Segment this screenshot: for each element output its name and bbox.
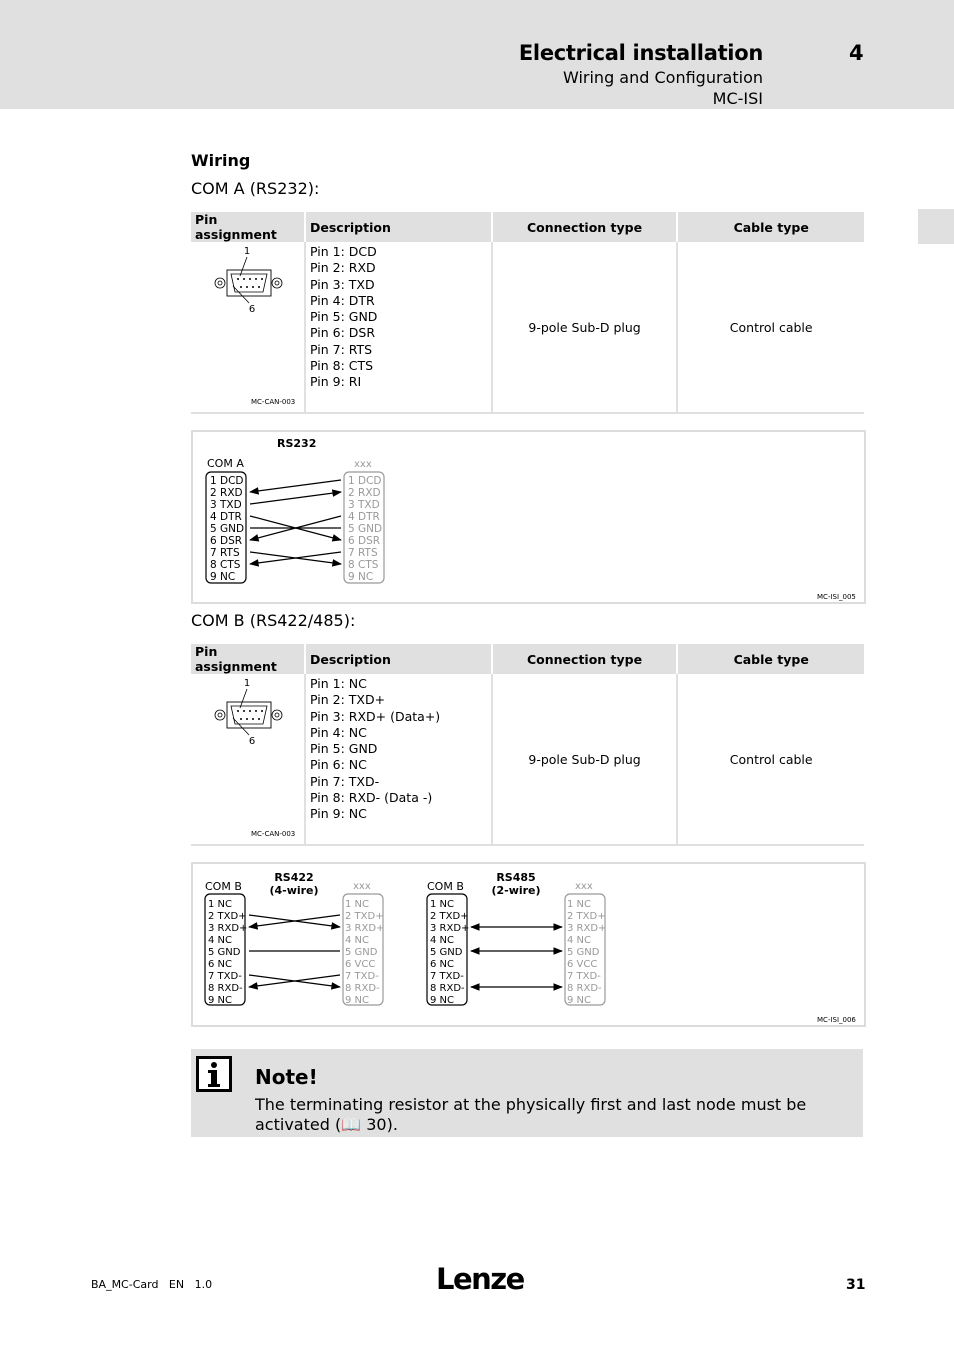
right-pin-label: 5 GND bbox=[348, 523, 383, 535]
note-title: Note! bbox=[255, 1065, 318, 1089]
note-box bbox=[191, 1049, 863, 1137]
pin-line: Pin 2: TXD+ bbox=[310, 692, 386, 708]
left-pin-label: 8 CTS bbox=[210, 559, 241, 571]
pin-line: Pin 4: DTR bbox=[310, 292, 375, 308]
pin-line: Pin 3: RXD+ (Data+) bbox=[310, 708, 441, 724]
pin-description-cell bbox=[305, 242, 492, 413]
pin-label-bottom: 6 bbox=[248, 736, 256, 747]
pin-line: Pin 7: RTS bbox=[310, 341, 373, 357]
pin-line: Pin 4: NC bbox=[310, 724, 367, 740]
left-pin-label: 8 RXD- bbox=[208, 983, 243, 994]
left-pin-label: 2 TXD+ bbox=[208, 911, 247, 922]
pin-line: Pin 9: RI bbox=[310, 374, 362, 390]
left-pin-label: 3 RXD+ bbox=[430, 923, 470, 934]
pin-line: Pin 1: NC bbox=[310, 676, 367, 691]
right-pin-label: 1 DCD bbox=[348, 475, 382, 487]
right-pin-label: 6 VCC bbox=[567, 959, 598, 970]
right-pin-label: 1 NC bbox=[345, 899, 370, 910]
right-pin-label: 4 NC bbox=[567, 935, 592, 946]
col-description: Description bbox=[305, 212, 492, 242]
left-pin-label: 5 GND bbox=[210, 523, 245, 535]
info-icon bbox=[196, 1056, 236, 1096]
table-header-row bbox=[191, 644, 864, 674]
rs485-subtitle: (2-wire) bbox=[491, 884, 541, 897]
left-pin-label: 4 NC bbox=[430, 935, 455, 946]
right-pin-label: 9 NC bbox=[567, 995, 592, 1006]
left-pin-label: 9 NC bbox=[210, 571, 236, 583]
table-row bbox=[191, 674, 864, 845]
chapter-subtitle: Wiring and Configuration bbox=[562, 68, 763, 87]
right-pin-label: 7 RTS bbox=[348, 547, 378, 559]
right-connector-label: xxx bbox=[353, 881, 371, 892]
left-pin-label: 5 GND bbox=[208, 947, 241, 958]
pin-line: Pin 9: NC bbox=[310, 806, 367, 822]
right-pin-label: 3 RXD+ bbox=[345, 923, 385, 934]
right-pin-label: 8 RXD- bbox=[567, 983, 602, 994]
pin-label-bottom: 6 bbox=[248, 304, 256, 315]
pin-line: Pin 8: RXD- (Data -) bbox=[310, 790, 433, 806]
left-pin-label: 1 NC bbox=[430, 899, 455, 910]
chapter-side-tab bbox=[918, 209, 954, 244]
right-pin-label: 6 VCC bbox=[345, 959, 376, 970]
figure-code: MC-ISI_005 bbox=[817, 593, 856, 601]
pin-label-top: 1 bbox=[243, 678, 251, 689]
connection-type-cell: 9-pole Sub-D plug bbox=[492, 242, 678, 413]
right-connector-label: xxx bbox=[354, 459, 372, 470]
pin-line: Pin 2: RXD bbox=[310, 260, 376, 276]
col-pin-assignment: Pin assignment bbox=[191, 212, 305, 242]
left-pin-label: 5 GND bbox=[430, 947, 463, 958]
left-pin-label: 4 DTR bbox=[210, 511, 242, 523]
right-pin-label: 6 DSR bbox=[348, 535, 381, 547]
left-pin-label: 6 DSR bbox=[210, 535, 243, 547]
right-pin-label: 5 GND bbox=[567, 947, 600, 958]
com-b-table bbox=[191, 644, 864, 846]
figure-code: MC-CAN-003 bbox=[251, 398, 296, 406]
com-a-title: COM A (RS232): bbox=[191, 179, 320, 198]
rs485-title: RS485 bbox=[496, 871, 536, 884]
col-pin-assignment: Pin assignment bbox=[191, 644, 305, 674]
right-connector-label: xxx bbox=[575, 881, 593, 892]
col-description: Description bbox=[305, 644, 492, 674]
pin-image-cell bbox=[191, 242, 305, 413]
table-row bbox=[191, 242, 864, 413]
pin-line: Pin 6: NC bbox=[310, 757, 367, 773]
chapter-title: Electrical installation bbox=[518, 41, 763, 65]
right-pin-label: 2 RXD bbox=[348, 487, 381, 499]
wire-line bbox=[250, 480, 341, 492]
pin-line: Pin 3: TXD bbox=[310, 276, 375, 292]
left-connector-label: COM B bbox=[427, 880, 464, 893]
pin-line: Pin 6: DSR bbox=[310, 325, 376, 341]
col-connection-type: Connection type bbox=[492, 212, 678, 242]
col-connection-type: Connection type bbox=[492, 644, 678, 674]
right-pin-label: 8 CTS bbox=[348, 559, 379, 571]
com-a-table bbox=[191, 212, 864, 414]
lenze-logo: Lenze bbox=[436, 1262, 524, 1296]
book-icon: 📖 bbox=[341, 1115, 362, 1134]
pin-line: Pin 5: GND bbox=[310, 309, 378, 325]
right-pin-label: 5 GND bbox=[345, 947, 378, 958]
left-pin-label: 3 RXD+ bbox=[208, 923, 248, 934]
chapter-number: 4 bbox=[849, 41, 864, 65]
right-pin-label: 9 NC bbox=[345, 995, 370, 1006]
rs232-wiring-diagram bbox=[191, 430, 866, 604]
col-cable-type: Cable type bbox=[677, 644, 864, 674]
left-pin-label: 6 NC bbox=[430, 959, 455, 970]
note-text bbox=[255, 1095, 855, 1135]
col-cable-type: Cable type bbox=[677, 212, 864, 242]
subd-connector-icon bbox=[191, 674, 304, 844]
right-pin-label: 2 TXD+ bbox=[567, 911, 606, 922]
right-pin-label: 7 TXD- bbox=[567, 971, 601, 982]
pin-line: Pin 7: TXD- bbox=[310, 773, 380, 789]
right-pin-label: 2 TXD+ bbox=[345, 911, 384, 922]
table-header-row bbox=[191, 212, 864, 242]
left-pin-label: 9 NC bbox=[208, 995, 233, 1006]
left-pin-label: 6 NC bbox=[208, 959, 233, 970]
section-name: MC-ISI bbox=[712, 89, 763, 108]
left-pin-label: 1 NC bbox=[208, 899, 233, 910]
pin-image-cell bbox=[191, 674, 305, 845]
left-connector-label: COM B bbox=[205, 880, 242, 893]
left-pin-label: 2 RXD bbox=[210, 487, 243, 499]
document-id: BA_MC-Card EN 1.0 bbox=[91, 1278, 213, 1291]
left-pin-label: 9 NC bbox=[430, 995, 455, 1006]
connection-type-cell: 9-pole Sub-D plug bbox=[492, 674, 678, 845]
left-connector-label: COM A bbox=[207, 457, 244, 470]
right-pin-label: 8 RXD- bbox=[345, 983, 380, 994]
note-body: The terminating resistor at the physically first and last node must be activated ( bbox=[255, 1095, 807, 1134]
rs422-title: RS422 bbox=[274, 871, 314, 884]
com-b-title: COM B (RS422/485): bbox=[191, 611, 356, 630]
right-pin-label: 7 TXD- bbox=[345, 971, 379, 982]
left-pin-label: 7 RTS bbox=[210, 547, 240, 559]
wire-line bbox=[250, 492, 341, 504]
right-pin-label: 3 RXD+ bbox=[567, 923, 607, 934]
left-pin-label: 2 TXD+ bbox=[430, 911, 469, 922]
pin-line: Pin 5: GND bbox=[310, 741, 378, 757]
left-pin-label: 8 RXD- bbox=[430, 983, 465, 994]
section-title: Wiring bbox=[191, 151, 251, 170]
rs422-rs485-wiring-diagram bbox=[191, 862, 866, 1027]
left-pin-label: 1 DCD bbox=[210, 475, 244, 487]
left-pin-label: 7 TXD- bbox=[430, 971, 464, 982]
left-pin-label: 7 TXD- bbox=[208, 971, 242, 982]
right-pin-label: 1 NC bbox=[567, 899, 592, 910]
pin-description-cell bbox=[305, 674, 492, 845]
subd-connector-icon bbox=[191, 242, 304, 412]
note-page-ref: 30). bbox=[361, 1115, 398, 1134]
rs422-subtitle: (4-wire) bbox=[269, 884, 319, 897]
pin-line: Pin 1: DCD bbox=[310, 244, 377, 259]
page-number: 31 bbox=[846, 1277, 866, 1293]
page-header bbox=[0, 0, 954, 109]
right-pin-label: 4 DTR bbox=[348, 511, 380, 523]
figure-code: MC-ISI_006 bbox=[817, 1016, 856, 1024]
figure-code: MC-CAN-003 bbox=[251, 830, 296, 838]
right-pin-label: 3 TXD bbox=[348, 499, 380, 511]
cable-type-cell: Control cable bbox=[677, 242, 864, 413]
right-pin-label: 4 NC bbox=[345, 935, 370, 946]
diagram-title: RS232 bbox=[277, 437, 317, 450]
right-pin-label: 9 NC bbox=[348, 571, 374, 583]
pin-line: Pin 8: CTS bbox=[310, 358, 374, 374]
left-pin-label: 3 TXD bbox=[210, 499, 242, 511]
left-pin-label: 4 NC bbox=[208, 935, 233, 946]
cable-type-cell: Control cable bbox=[677, 674, 864, 845]
pin-label-top: 1 bbox=[243, 246, 251, 257]
